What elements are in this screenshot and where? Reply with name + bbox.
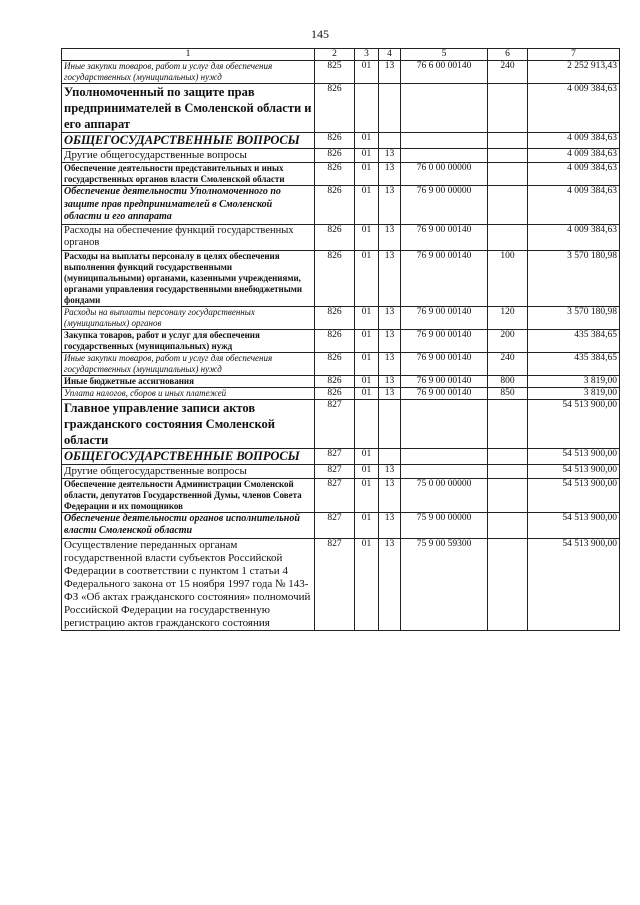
row-name-cell: Обеспечение деятельности органов исполнительной власти Смоленской области xyxy=(62,512,315,538)
row-section-cell: 01 xyxy=(355,538,379,630)
row-name-cell: Расходы на выплаты персоналу в целях обеспечения выполнения функций государственными (муниципальными) органами, казенными учреждениями, органами управления государственными внебюджетными фондами xyxy=(62,250,315,306)
row-subsection-cell: 13 xyxy=(379,186,401,225)
row-expense-type-cell xyxy=(488,478,528,512)
row-amount-cell: 4 009 384,63 xyxy=(528,149,620,163)
row-section-cell: 01 xyxy=(355,61,379,84)
row-section-cell: 01 xyxy=(355,133,379,149)
row-expense-type-cell: 800 xyxy=(488,375,528,387)
row-expense-type-cell xyxy=(488,448,528,464)
row-ministry-code-cell: 826 xyxy=(315,250,355,306)
row-target-article-cell xyxy=(401,149,488,163)
row-section-cell: 01 xyxy=(355,448,379,464)
row-ministry-code-cell: 826 xyxy=(315,329,355,352)
row-target-article-cell xyxy=(401,464,488,478)
row-section-cell: 01 xyxy=(355,250,379,306)
table-row xyxy=(62,448,620,464)
header-cell: 3 xyxy=(355,49,379,61)
page-number: 145 xyxy=(311,27,329,41)
row-amount-cell: 54 513 900,00 xyxy=(528,538,620,630)
row-expense-type-cell xyxy=(488,224,528,250)
table-row xyxy=(62,250,620,306)
row-target-article-cell: 76 9 00 00140 xyxy=(401,352,488,375)
row-name-cell: Другие общегосударственные вопросы xyxy=(62,149,315,163)
row-ministry-code-cell: 827 xyxy=(315,399,355,448)
table-header-row xyxy=(62,49,620,61)
row-target-article-cell: 75 9 00 59300 xyxy=(401,538,488,630)
table-row xyxy=(62,538,620,630)
row-expense-type-cell xyxy=(488,163,528,186)
row-name-cell: ОБЩЕГОСУДАРСТВЕННЫЕ ВОПРОСЫ xyxy=(62,448,315,464)
row-section-cell: 01 xyxy=(355,464,379,478)
row-expense-type-cell xyxy=(488,538,528,630)
row-section-cell: 01 xyxy=(355,306,379,329)
row-expense-type-cell: 100 xyxy=(488,250,528,306)
table-row xyxy=(62,163,620,186)
row-subsection-cell: 13 xyxy=(379,163,401,186)
row-target-article-cell xyxy=(401,84,488,133)
header-cell: 6 xyxy=(488,49,528,61)
row-ministry-code-cell: 826 xyxy=(315,224,355,250)
row-ministry-code-cell: 826 xyxy=(315,84,355,133)
row-subsection-cell xyxy=(379,448,401,464)
row-subsection-cell xyxy=(379,84,401,133)
row-subsection-cell: 13 xyxy=(379,306,401,329)
table-row xyxy=(62,149,620,163)
row-section-cell: 01 xyxy=(355,224,379,250)
row-expense-type-cell: 200 xyxy=(488,329,528,352)
row-amount-cell: 54 513 900,00 xyxy=(528,478,620,512)
row-subsection-cell: 13 xyxy=(379,512,401,538)
table-row xyxy=(62,84,620,133)
row-ministry-code-cell: 826 xyxy=(315,133,355,149)
row-name-cell: Уполномоченный по защите прав предпринимателей в Смоленской области и его аппарат xyxy=(62,84,315,133)
row-target-article-cell: 76 9 00 00140 xyxy=(401,224,488,250)
row-ministry-code-cell: 827 xyxy=(315,448,355,464)
budget-table xyxy=(61,48,620,631)
row-amount-cell: 4 009 384,63 xyxy=(528,224,620,250)
row-amount-cell: 54 513 900,00 xyxy=(528,512,620,538)
table-row xyxy=(62,186,620,225)
row-target-article-cell: 76 6 00 00140 xyxy=(401,61,488,84)
row-target-article-cell: 76 9 00 00140 xyxy=(401,375,488,387)
table-row xyxy=(62,387,620,399)
row-subsection-cell: 13 xyxy=(379,538,401,630)
row-ministry-code-cell: 826 xyxy=(315,149,355,163)
row-name-cell: Обеспечение деятельности Уполномоченного по защите прав предпринимателей в Смоленской области и его аппарата xyxy=(62,186,315,225)
row-ministry-code-cell: 826 xyxy=(315,375,355,387)
row-expense-type-cell: 850 xyxy=(488,387,528,399)
row-ministry-code-cell: 826 xyxy=(315,352,355,375)
row-name-cell: Осуществление переданных органам государственной власти субъектов Российской Федерации в соответствии с пунктом 1 статьи 4 Федерального закона от 15 ноября 1997 года № 143-ФЗ «Об актах гражданского состояния» полномочий Российской Федерации на государственную регистрацию актов гражданского состояния xyxy=(62,538,315,630)
row-ministry-code-cell: 827 xyxy=(315,512,355,538)
table-row xyxy=(62,224,620,250)
header-cell: 4 xyxy=(379,49,401,61)
row-name-cell: Закупка товаров, работ и услуг для обеспечения государственных (муниципальных) нужд xyxy=(62,329,315,352)
row-section-cell: 01 xyxy=(355,149,379,163)
header-cell: 2 xyxy=(315,49,355,61)
row-expense-type-cell: 120 xyxy=(488,306,528,329)
row-subsection-cell: 13 xyxy=(379,61,401,84)
row-target-article-cell: 76 9 00 00140 xyxy=(401,329,488,352)
row-name-cell: Расходы на обеспечение функций государственных органов xyxy=(62,224,315,250)
row-subsection-cell: 13 xyxy=(379,250,401,306)
row-target-article-cell xyxy=(401,399,488,448)
row-amount-cell: 4 009 384,63 xyxy=(528,163,620,186)
row-section-cell xyxy=(355,399,379,448)
row-amount-cell: 435 384,65 xyxy=(528,352,620,375)
row-subsection-cell: 13 xyxy=(379,387,401,399)
row-target-article-cell: 76 9 00 00140 xyxy=(401,306,488,329)
row-subsection-cell: 13 xyxy=(379,464,401,478)
row-amount-cell: 3 570 180,98 xyxy=(528,250,620,306)
table-row xyxy=(62,306,620,329)
row-expense-type-cell xyxy=(488,149,528,163)
row-subsection-cell: 13 xyxy=(379,478,401,512)
row-expense-type-cell xyxy=(488,186,528,225)
row-ministry-code-cell: 826 xyxy=(315,186,355,225)
table-row xyxy=(62,399,620,448)
row-section-cell: 01 xyxy=(355,512,379,538)
row-subsection-cell: 13 xyxy=(379,149,401,163)
row-target-article-cell: 76 9 00 00140 xyxy=(401,250,488,306)
row-expense-type-cell xyxy=(488,399,528,448)
table-row xyxy=(62,512,620,538)
row-amount-cell: 3 570 180,98 xyxy=(528,306,620,329)
row-amount-cell: 54 513 900,00 xyxy=(528,399,620,448)
row-subsection-cell: 13 xyxy=(379,352,401,375)
row-subsection-cell: 13 xyxy=(379,375,401,387)
row-amount-cell: 4 009 384,63 xyxy=(528,133,620,149)
row-name-cell: Главное управление записи актов гражданского состояния Смоленской области xyxy=(62,399,315,448)
row-target-article-cell: 76 9 00 00000 xyxy=(401,186,488,225)
row-amount-cell: 4 009 384,63 xyxy=(528,186,620,225)
row-section-cell: 01 xyxy=(355,329,379,352)
row-section-cell: 01 xyxy=(355,186,379,225)
row-ministry-code-cell: 826 xyxy=(315,306,355,329)
row-amount-cell: 54 513 900,00 xyxy=(528,464,620,478)
row-name-cell: Уплата налогов, сборов и иных платежей xyxy=(62,387,315,399)
row-expense-type-cell xyxy=(488,464,528,478)
row-amount-cell: 54 513 900,00 xyxy=(528,448,620,464)
row-target-article-cell xyxy=(401,133,488,149)
row-ministry-code-cell: 827 xyxy=(315,464,355,478)
row-section-cell: 01 xyxy=(355,478,379,512)
row-subsection-cell: 13 xyxy=(379,329,401,352)
row-amount-cell: 435 384,65 xyxy=(528,329,620,352)
table-row xyxy=(62,464,620,478)
table-row xyxy=(62,61,620,84)
row-name-cell: Иные закупки товаров, работ и услуг для обеспечения государственных (муниципальных) нужд xyxy=(62,352,315,375)
table-row xyxy=(62,352,620,375)
table-row xyxy=(62,133,620,149)
row-section-cell: 01 xyxy=(355,375,379,387)
row-ministry-code-cell: 827 xyxy=(315,478,355,512)
row-amount-cell: 3 819,00 xyxy=(528,387,620,399)
row-ministry-code-cell: 826 xyxy=(315,163,355,186)
table-row xyxy=(62,478,620,512)
row-name-cell: Обеспечение деятельности Администрации Смоленской области, депутатов Государственной Думы, членов Совета Федерации и их помощников xyxy=(62,478,315,512)
row-target-article-cell: 75 9 00 00000 xyxy=(401,512,488,538)
row-name-cell: Иные закупки товаров, работ и услуг для обеспечения государственных (муниципальных) нужд xyxy=(62,61,315,84)
row-name-cell: Расходы на выплаты персоналу государственных (муниципальных) органов xyxy=(62,306,315,329)
row-ministry-code-cell: 826 xyxy=(315,387,355,399)
row-amount-cell: 2 252 913,43 xyxy=(528,61,620,84)
table-row xyxy=(62,375,620,387)
row-name-cell: Обеспечение деятельности представительных и иных государственных органов власти Смоленской области xyxy=(62,163,315,186)
row-name-cell: Иные бюджетные ассигнования xyxy=(62,375,315,387)
row-subsection-cell xyxy=(379,399,401,448)
row-amount-cell: 3 819,00 xyxy=(528,375,620,387)
row-expense-type-cell xyxy=(488,133,528,149)
row-ministry-code-cell: 827 xyxy=(315,538,355,630)
row-expense-type-cell xyxy=(488,512,528,538)
header-cell: 5 xyxy=(401,49,488,61)
row-name-cell: ОБЩЕГОСУДАРСТВЕННЫЕ ВОПРОСЫ xyxy=(62,133,315,149)
row-target-article-cell: 76 9 00 00140 xyxy=(401,387,488,399)
header-cell: 7 xyxy=(528,49,620,61)
row-section-cell xyxy=(355,84,379,133)
row-target-article-cell: 75 0 00 00000 xyxy=(401,478,488,512)
row-section-cell: 01 xyxy=(355,352,379,375)
header-cell: 1 xyxy=(62,49,315,61)
row-target-article-cell xyxy=(401,448,488,464)
row-subsection-cell xyxy=(379,133,401,149)
row-name-cell: Другие общегосударственные вопросы xyxy=(62,464,315,478)
row-section-cell: 01 xyxy=(355,163,379,186)
row-subsection-cell: 13 xyxy=(379,224,401,250)
row-amount-cell: 4 009 384,63 xyxy=(528,84,620,133)
table-row xyxy=(62,329,620,352)
row-target-article-cell: 76 0 00 00000 xyxy=(401,163,488,186)
row-ministry-code-cell: 825 xyxy=(315,61,355,84)
row-expense-type-cell: 240 xyxy=(488,61,528,84)
row-expense-type-cell xyxy=(488,84,528,133)
row-expense-type-cell: 240 xyxy=(488,352,528,375)
row-section-cell: 01 xyxy=(355,387,379,399)
